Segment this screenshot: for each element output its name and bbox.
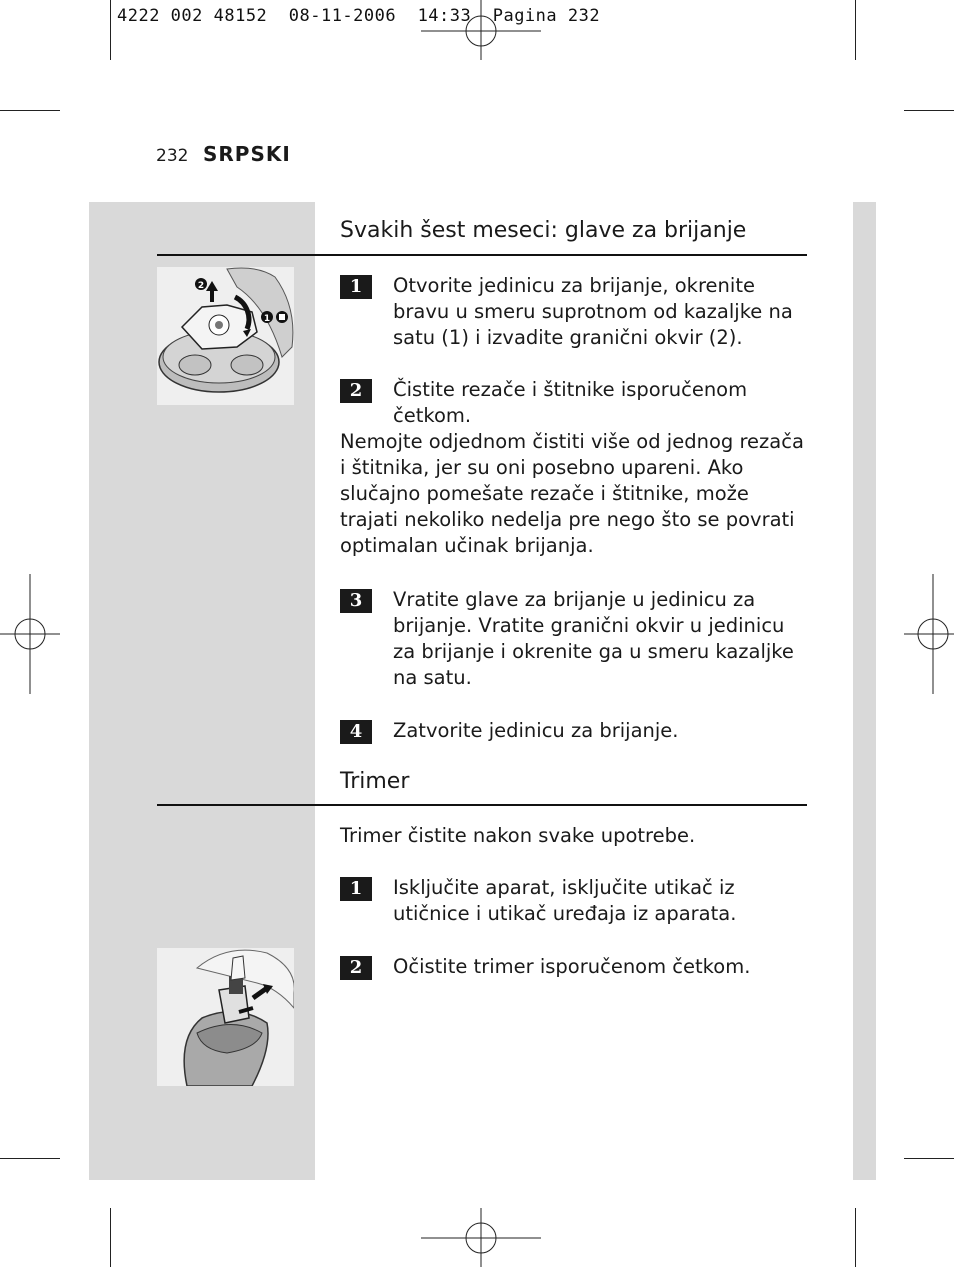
shaving-unit-illustration	[157, 267, 294, 405]
step-text-2: Čistite rezače i štitnike isporučenom četkom.	[393, 378, 748, 427]
step-number-3: 3	[340, 589, 372, 613]
step-text-3: Vratite glave za brijanje u jedinicu za brijanje. Vratite granični okvir u jedinicu za brijanje i okrenite ga u smeru kazaljke na satu.	[393, 588, 794, 689]
section-heading-shaving-heads: Svakih šest meseci: glave za brijanje	[340, 218, 747, 243]
section-rule	[157, 254, 807, 256]
figure-label-1: 1	[263, 314, 271, 324]
trimmer-illustration	[157, 948, 294, 1086]
figure-label-2: 2	[197, 281, 205, 291]
right-gray-column	[853, 202, 876, 1180]
section-rule	[157, 804, 807, 806]
step-text-4: Zatvorite jedinicu za brijanje.	[393, 719, 679, 742]
step-text-1: Otvorite jedinicu za brijanje, okrenite bravu u smeru suprotnom od kazaljke na satu (1) i izvadite granični okvir (2).	[393, 274, 793, 349]
step-number-4: 4	[340, 720, 372, 744]
step-number-2: 2	[340, 379, 372, 403]
trimmer-step-text-1: Isključite aparat, isključite utikač iz utičnice i utikač uređaja iz aparata.	[393, 876, 737, 925]
language-title: SRPSKI	[203, 142, 291, 166]
trimmer-step-number-1: 1	[340, 877, 372, 901]
trimmer-intro: Trimer čistite nakon svake upotrebe.	[340, 824, 696, 847]
section-heading-trimmer: Trimer	[340, 769, 410, 794]
step-number-1: 1	[340, 275, 372, 299]
note-paragraph: Nemojte odjednom čistiti više od jednog rezača i štitnika, jer su oni posebno upareni. Ako slučajno pomešate rezače i štitnike, može trajati nekoliko nedelja pre nego što se povrati optimalan učinak brijanja.	[340, 430, 804, 557]
print-slug: 4222 002 48152 08-11-2006 14:33 Pagina 232	[117, 6, 601, 26]
trimmer-step-number-2: 2	[340, 956, 372, 980]
page-number: 232	[156, 146, 189, 166]
trimmer-step-text-2: Očistite trimer isporučenom četkom.	[393, 955, 751, 978]
